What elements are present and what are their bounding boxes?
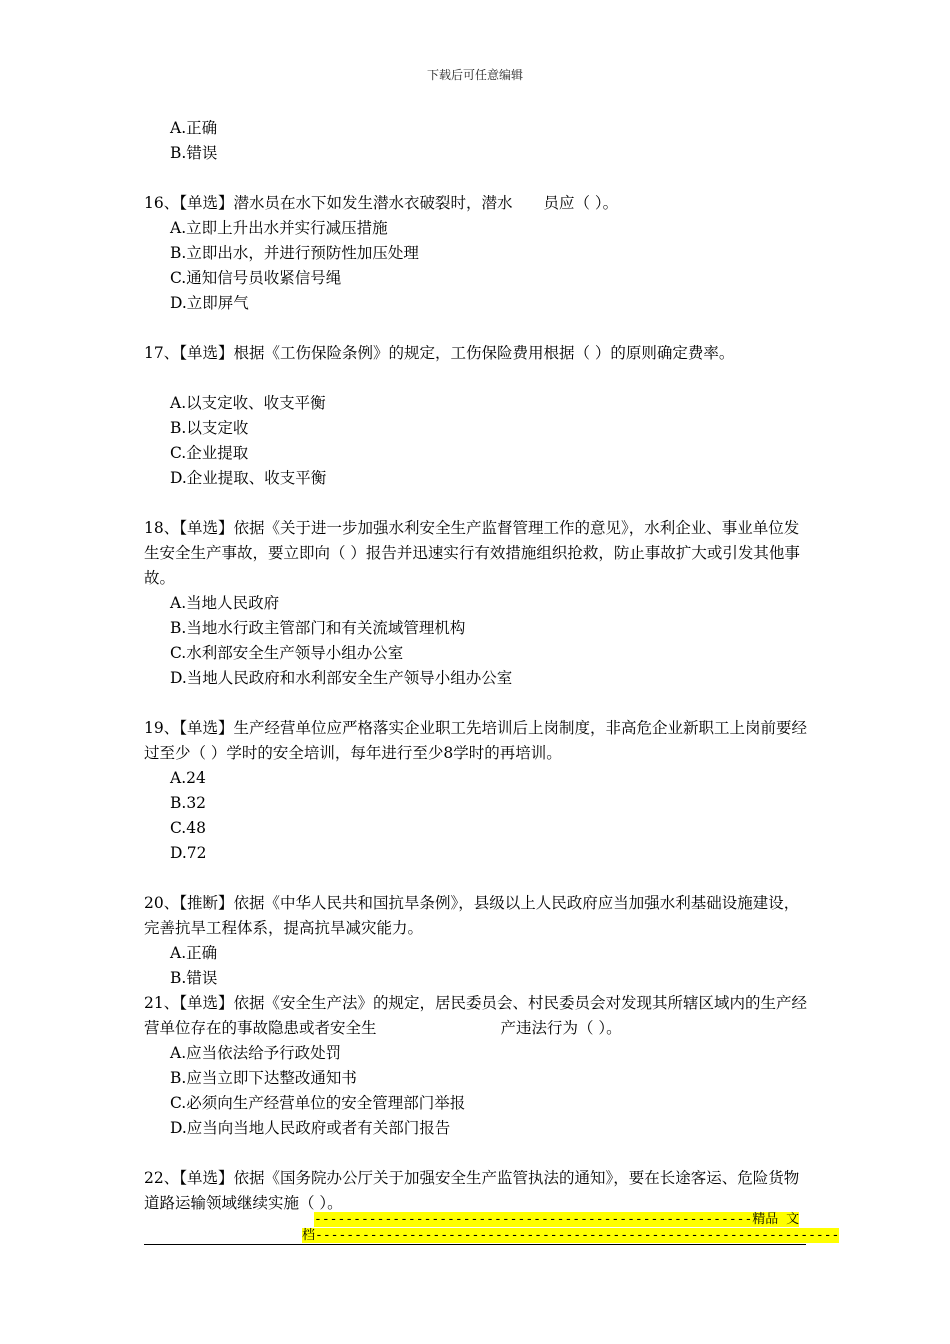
option-d: D.应当向当地人民政府或者有关部门报告 <box>170 1119 451 1137</box>
option-a: A.24 <box>170 769 206 787</box>
question-stem: 18、【单选】依据《关于进一步加强水利安全生产监督管理工作的意见》，水利企业、事业单位发生安全生产事故，要立即向（ ）报告并迅速实行有效措施组织抢救，防止事故扩大或引发其他事故。 <box>144 519 800 587</box>
question-stem: 17、【单选】根据《工伤保险条例》的规定，工伤保险费用根据（ ）的原则确定费率。 <box>144 344 735 362</box>
question-stem: 20、【推断】依据《中华人民共和国抗旱条例》，县级以上人民政府应当加强水利基础设施建设，完善抗旱工程体系，提高抗旱减灾能力。 <box>144 894 800 937</box>
option-a: A.正确 <box>170 119 218 137</box>
question-stem: 19、【单选】生产经营单位应严格落实企业职工先培训后上岗制度，非高危企业新职工上岗前要经过至少（ ）学时的安全培训，每年进行至少8学时的再培训。 <box>144 719 807 762</box>
option-a: A.立即上升出水并实行减压措施 <box>170 219 388 237</box>
lead-options <box>144 116 809 166</box>
option-d: D.立即屏气 <box>170 294 249 312</box>
question-20 <box>144 891 809 991</box>
option-a: A.应当依法给予行政处罚 <box>170 1044 342 1062</box>
question-stem: 16、【单选】潜水员在水下如发生潜水衣破裂时，潜水 员应（ ）。 <box>144 194 619 212</box>
question-22 <box>144 1166 809 1216</box>
question-stem: 21、【单选】依据《安全生产法》的规定，居民委员会、村民委员会对发现其所辖区域内的生产经营单位存在的事故隐患或者安全生 产违法行为（ ）。 <box>144 994 807 1037</box>
option-c: C.必须向生产经营单位的安全管理部门举报 <box>170 1094 466 1112</box>
option-b: B.当地水行政主管部门和有关流域管理机构 <box>170 619 466 637</box>
question-16 <box>144 191 809 316</box>
option-b: B.立即出水，并进行预防性加压处理 <box>170 244 419 262</box>
option-b: B.错误 <box>170 144 218 162</box>
question-17 <box>144 341 809 491</box>
option-c: C.企业提取 <box>170 444 249 462</box>
document-body <box>144 116 809 1216</box>
option-b: B.以支定收 <box>170 419 249 437</box>
option-c: C.水利部安全生产领导小组办公室 <box>170 644 404 662</box>
option-b: B.32 <box>170 794 207 812</box>
page-header: 下载后可任意编辑 <box>426 68 523 82</box>
option-a: A.当地人民政府 <box>170 594 280 612</box>
question-18 <box>144 516 809 691</box>
footer-highlight: 档------------------------------------------------------------------- <box>302 1228 840 1243</box>
option-c: C.48 <box>170 819 206 837</box>
question-19 <box>144 716 809 866</box>
option-d: D.当地人民政府和水利部安全生产领导小组办公室 <box>170 669 513 687</box>
footer-rule <box>144 1244 806 1245</box>
option-b: B.应当立即下达整改通知书 <box>170 1069 357 1087</box>
option-a: A.正确 <box>170 944 218 962</box>
option-d: D.72 <box>170 844 207 862</box>
option-a: A.以支定收、收支平衡 <box>170 394 326 412</box>
option-d: D.企业提取、收支平衡 <box>170 469 327 487</box>
option-c: C.通知信号员收紧信号绳 <box>170 269 342 287</box>
footer-highlight: --------------------------------------------------------精品 文 <box>314 1212 800 1227</box>
question-stem: 22、【单选】依据《国务院办公厅关于加强安全生产监管执法的通知》，要在长途客运、危险货物道路运输领域继续实施（ ）。 <box>144 1169 800 1212</box>
option-b: B.错误 <box>170 969 218 987</box>
blank-line <box>144 366 809 391</box>
question-21 <box>144 991 809 1141</box>
